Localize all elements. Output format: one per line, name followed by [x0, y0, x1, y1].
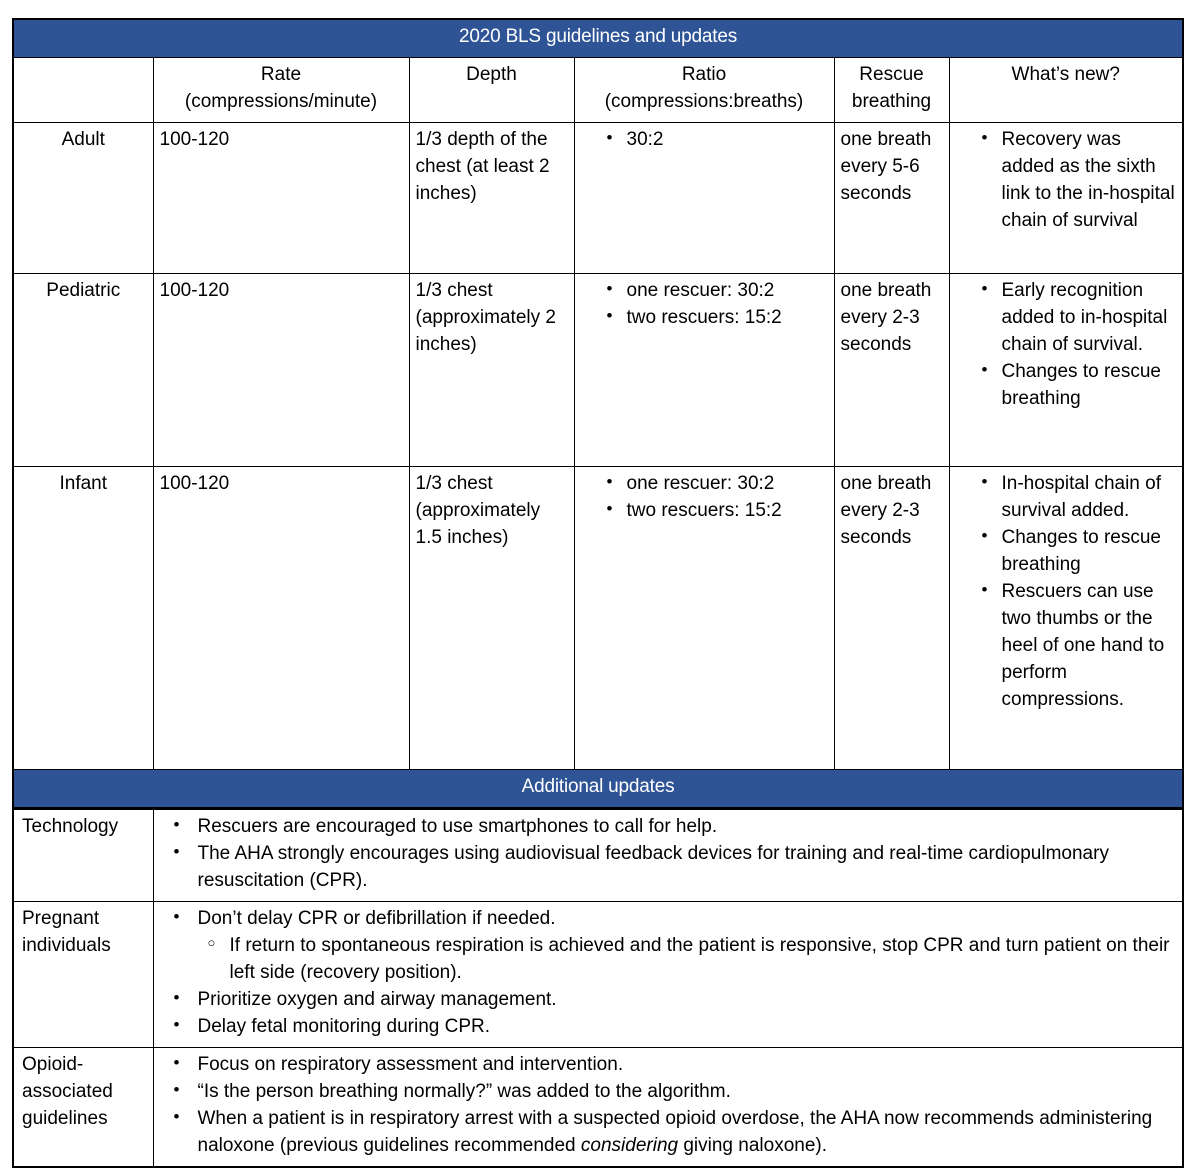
cell-infant-whats-new — [949, 466, 1183, 769]
list-item: • Changes to rescue breathing — [982, 525, 1177, 579]
list-item: • two rescuers: 15:2 — [607, 498, 828, 525]
row-label-adult: Adult — [13, 122, 153, 273]
list-item: • one rescuer: 30:2 — [607, 471, 828, 498]
pediatric-ratio-list — [581, 278, 828, 332]
header-ratio — [574, 57, 834, 122]
header-corner-empty — [13, 57, 153, 122]
table-row-technology — [13, 809, 1183, 901]
technology-list — [160, 814, 1177, 895]
cell-infant-ratio — [574, 466, 834, 769]
list-item: • two rescuers: 15:2 — [607, 305, 828, 332]
opioid-bullet3-italic: considering — [580, 1134, 679, 1156]
row-label-opioid-line2: associated — [22, 1080, 113, 1102]
adult-ratio-list — [581, 127, 828, 154]
bls-guidelines-table — [12, 18, 1184, 809]
opioid-list — [160, 1052, 1177, 1160]
cell-adult-rate: 100-120 — [153, 122, 409, 273]
list-item: • one rescuer: 30:2 — [607, 278, 828, 305]
row-label-technology: Technology — [13, 809, 153, 901]
header-rescue-title: Rescue — [859, 63, 924, 85]
cell-pediatric-ratio — [574, 273, 834, 466]
list-item: • In-hospital chain of survival added. — [982, 471, 1177, 525]
row-label-pregnant-line2: individuals — [22, 934, 111, 956]
header-ratio-subtitle: (compressions:breaths) — [604, 90, 804, 112]
additional-updates-banner: Additional updates — [13, 769, 1183, 807]
row-label-pregnant-individuals — [13, 901, 153, 1047]
table-row-pediatric — [13, 273, 1183, 466]
pregnant-list-continued — [160, 987, 1177, 1041]
list-item: • The AHA strongly encourages using audiovisual feedback devices for training and real-time cardiopulmonary resuscitation (CPR). — [174, 841, 1177, 895]
row-label-opioid-associated-guidelines — [13, 1047, 153, 1166]
main-title-banner-row — [13, 19, 1183, 57]
cell-infant-rate: 100-120 — [153, 466, 409, 769]
cell-technology-bullets — [153, 809, 1183, 901]
list-item: • Delay fetal monitoring during CPR. — [174, 1014, 1177, 1041]
list-item: • Early recognition added to in-hospital chain of survival. — [982, 278, 1177, 359]
cell-infant-depth: 1/3 chest (approximately 1.5 inches) — [409, 466, 574, 769]
additional-updates-table — [12, 809, 1184, 1168]
list-item: • Recovery was added as the sixth link to the in-hospital chain of survival — [982, 127, 1177, 235]
cell-adult-whats-new — [949, 122, 1183, 273]
cell-pediatric-whats-new — [949, 273, 1183, 466]
cell-infant-rescue: one breath every 2-3 seconds — [834, 466, 949, 769]
additional-updates-banner-row — [13, 769, 1183, 807]
cell-pediatric-rescue: one breath every 2-3 seconds — [834, 273, 949, 466]
table-row-opioid-associated-guidelines — [13, 1047, 1183, 1166]
pregnant-list — [160, 906, 1177, 933]
list-item: • Rescuers are encouraged to use smartphones to call for help. — [174, 814, 1177, 841]
header-rescue-subtitle: breathing — [851, 90, 932, 112]
row-label-pregnant-line1: Pregnant — [22, 907, 100, 929]
table-row-pregnant-individuals — [13, 901, 1183, 1047]
list-item: • “Is the person breathing normally?” was added to the algorithm. — [174, 1079, 1177, 1106]
list-item: • Rescuers can use two thumbs or the heel of one hand to perform compressions. — [982, 579, 1177, 714]
cell-pregnant-bullets — [153, 901, 1183, 1047]
header-rate — [153, 57, 409, 122]
header-depth: Depth — [409, 57, 574, 122]
list-item: • Prioritize oxygen and airway management. — [174, 987, 1177, 1014]
cell-pediatric-rate: 100-120 — [153, 273, 409, 466]
header-rescue-breathing — [834, 57, 949, 122]
row-label-opioid-line1: Opioid- — [22, 1053, 84, 1075]
table-row-adult — [13, 122, 1183, 273]
list-item — [174, 1106, 1177, 1160]
pediatric-whats-new-list — [956, 278, 1177, 413]
adult-whats-new-list — [956, 127, 1177, 235]
list-item: ○ If return to spontaneous respiration is achieved and the patient is responsive, stop CPR and turn patient on their left side (recovery position). — [208, 933, 1177, 987]
row-label-opioid-line3: guidelines — [22, 1107, 108, 1129]
column-header-row — [13, 57, 1183, 122]
list-item: • Don’t delay CPR or defibrillation if needed. — [174, 906, 1177, 933]
table-row-infant — [13, 466, 1183, 769]
pregnant-sublist — [160, 933, 1177, 987]
header-rate-subtitle: (compressions/minute) — [184, 90, 378, 112]
header-whats-new: What’s new? — [949, 57, 1183, 122]
opioid-bullet3-pre: When a patient is in respiratory arrest with a suspected opioid overdose, the AHA now recommends administering naloxone (previous guidelines recommended — [197, 1107, 1153, 1156]
header-ratio-title: Ratio — [681, 63, 727, 85]
infant-ratio-list — [581, 471, 828, 525]
main-title-banner: 2020 BLS guidelines and updates — [13, 19, 1183, 57]
list-item: • 30:2 — [607, 127, 828, 154]
header-rate-title: Rate — [260, 63, 302, 85]
cell-adult-ratio — [574, 122, 834, 273]
infant-whats-new-list — [956, 471, 1177, 714]
opioid-bullet3-post: giving naloxone). — [678, 1134, 828, 1156]
cell-opioid-bullets — [153, 1047, 1183, 1166]
cell-adult-depth: 1/3 depth of the chest (at least 2 inches) — [409, 122, 574, 273]
cell-pediatric-depth: 1/3 chest (approximately 2 inches) — [409, 273, 574, 466]
list-item: • Focus on respiratory assessment and intervention. — [174, 1052, 1177, 1079]
row-label-infant: Infant — [13, 466, 153, 769]
list-item: • Changes to rescue breathing — [982, 359, 1177, 413]
row-label-pediatric: Pediatric — [13, 273, 153, 466]
cell-adult-rescue: one breath every 5-6 seconds — [834, 122, 949, 273]
